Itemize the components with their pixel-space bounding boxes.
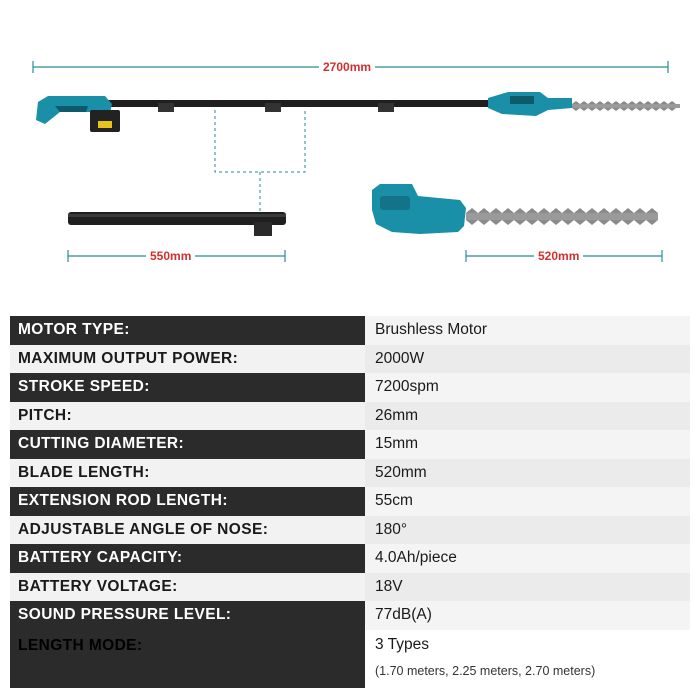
spec-value: 520mm: [365, 459, 690, 488]
spec-value: 180°: [365, 516, 690, 545]
spec-row: [10, 316, 690, 345]
pole-trimmer-full: [36, 92, 680, 132]
spec-value: 4.0Ah/piece: [365, 544, 690, 573]
spec-label: SOUND PRESSURE LEVEL:: [18, 606, 232, 624]
blade-length-label: 520mm: [534, 249, 583, 263]
spec-row: [10, 402, 690, 431]
spec-label: STROKE SPEED:: [18, 378, 150, 396]
spec-value: Brushless Motor: [365, 316, 690, 345]
spec-label: MAXIMUM OUTPUT POWER:: [18, 349, 239, 367]
total-length-label: 2700mm: [319, 60, 375, 74]
spec-value: 18V: [365, 573, 690, 602]
spec-row: [10, 544, 690, 573]
spec-row: [10, 573, 690, 602]
spec-value: 26mm: [365, 402, 690, 431]
spec-value: 3 Types: [375, 635, 430, 653]
spec-row: [10, 459, 690, 488]
extension-callout-lines: [215, 110, 305, 215]
hedge-trimmer-illustration: [0, 0, 700, 305]
spec-label: BATTERY CAPACITY:: [18, 549, 183, 567]
trimmer-head: [372, 184, 658, 234]
spec-note: (1.70 meters, 2.25 meters, 2.70 meters): [375, 663, 596, 678]
spec-value: 55cm: [365, 487, 690, 516]
spec-label: EXTENSION ROD LENGTH:: [18, 492, 228, 510]
spec-label: CUTTING DIAMETER:: [18, 435, 185, 453]
extension-rod: [68, 212, 286, 236]
spec-value: 15mm: [365, 430, 690, 459]
spec-label: MOTOR TYPE:: [18, 321, 130, 339]
spec-row: [10, 516, 690, 545]
spec-label: LENGTH MODE:: [18, 636, 143, 654]
spec-row: [10, 601, 690, 630]
spec-label: ADJUSTABLE ANGLE OF NOSE:: [18, 520, 269, 538]
product-diagram: [0, 0, 700, 305]
spec-value-group: [365, 630, 690, 688]
spec-value: 7200spm: [365, 373, 690, 402]
spec-row: [10, 430, 690, 459]
spec-row: [10, 630, 690, 688]
spec-label: BLADE LENGTH:: [18, 463, 150, 481]
spec-label: BATTERY VOLTAGE:: [18, 577, 178, 595]
spec-value: 2000W: [365, 345, 690, 374]
spec-label: PITCH:: [18, 406, 73, 424]
spec-row: [10, 373, 690, 402]
spec-value: 77dB(A): [365, 601, 690, 630]
spec-row: [10, 487, 690, 516]
specification-table: [10, 316, 690, 688]
extension-rod-length-label: 550mm: [146, 249, 195, 263]
spec-row: [10, 345, 690, 374]
